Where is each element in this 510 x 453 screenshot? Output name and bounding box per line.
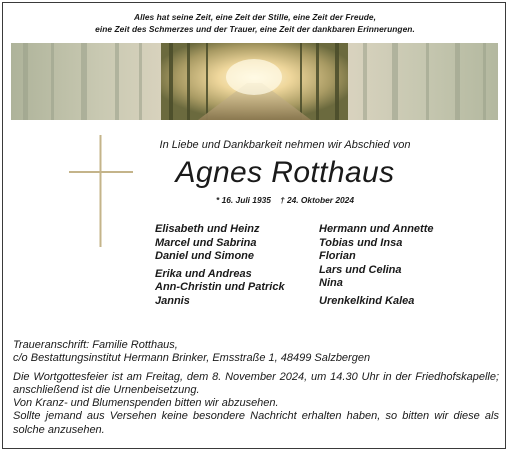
quote-line-2: eine Zeit des Schmerzes und der Trauer, eine Zeit der dankbaren Erinnerungen. xyxy=(95,24,415,34)
mourner-entry: Ann-Christin und Patrick xyxy=(155,281,285,293)
mourning-address-line-2: c/o Bestattungsinstitut Hermann Brinker, Emsstraße 1, 48499 Salzbergen xyxy=(13,352,371,365)
notice-footer xyxy=(13,339,499,437)
notification-note: Sollte jemand aus Versehen keine besondere Nachricht erhalten haben, so bitten wir diese als solche anzusehen. xyxy=(13,410,499,436)
flowers-request: Von Kranz- und Blumenspenden bitten wir abzusehen. xyxy=(13,397,279,410)
birth-date: * 16. Juli 1935 xyxy=(216,195,271,205)
mourner-entry: Lars und Celina xyxy=(319,263,402,276)
mourner-entry: Erika und Andreas xyxy=(155,267,252,280)
cross-icon xyxy=(69,135,133,247)
forest-photo-illustration xyxy=(11,43,498,120)
deceased-name: Agnes Rotthaus xyxy=(175,156,395,189)
mourner-entry: Urenkelkind Kalea xyxy=(319,294,415,307)
mourner-entry: Tobias und Insa xyxy=(319,236,403,249)
mourners-left-column xyxy=(155,223,285,308)
mourner-entry: Daniel und Simone xyxy=(155,250,255,262)
forest-path-image xyxy=(11,43,498,120)
mourner-entry: Nina xyxy=(319,277,343,289)
mourner-entry: Marcel und Sabrina xyxy=(155,236,257,249)
mourner-entry: Hermann und Annette xyxy=(319,223,434,235)
mourner-entry: Florian xyxy=(319,250,356,262)
service-details: Die Wortgottesfeier ist am Freitag, dem 8. November 2024, um 14.30 Uhr in der Friedhofskapelle; anschließend ist die Urnenbeisetzung. xyxy=(13,370,499,396)
farewell-intro: In Liebe und Dankbarkeit nehmen wir Abschied von xyxy=(159,139,411,151)
mourners-right-column xyxy=(319,223,434,308)
life-dates xyxy=(120,195,450,205)
mourner-entry: Elisabeth und Heinz xyxy=(155,223,260,235)
mourner-entry: Jannis xyxy=(155,294,190,307)
mourning-address-line-1: Traueranschrift: Familie Rotthaus, xyxy=(13,339,178,351)
death-date: † 24. Oktober 2024 xyxy=(279,195,354,205)
quote-line-1: Alles hat seine Zeit, eine Zeit der Stille, eine Zeit der Freude, xyxy=(133,12,376,22)
